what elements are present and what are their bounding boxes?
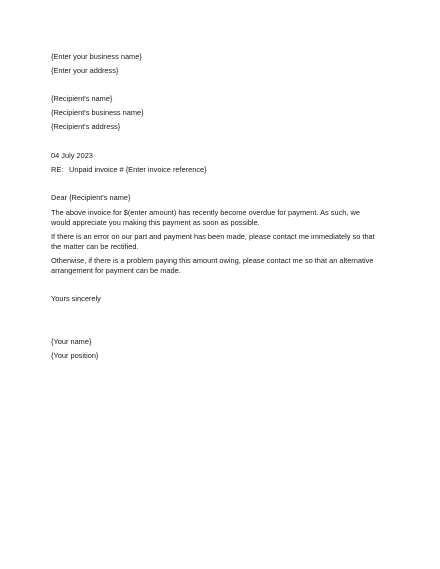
signature-name: {Your name}: [51, 337, 92, 346]
salutation: Dear {Recipient's name}: [51, 193, 131, 202]
body-paragraph-3: Otherwise, if there is a problem paying this amount owing, please contact me so that an alternative arrangement for payment can be made.: [51, 256, 374, 275]
closing: Yours sincerely: [51, 294, 101, 303]
signature-position: {Your position}: [51, 351, 99, 360]
sender-address: {Enter your address}: [51, 66, 119, 75]
body-paragraph-1: The above invoice for $(enter amount) has recently become overdue for payment. As such, we would appreciate you making this payment as soon as possible.: [51, 208, 360, 227]
recipient-business-name: {Recipient's business name}: [51, 108, 144, 117]
body-paragraph-2: If there is an error on our part and payment has been made, please contact me immediately so that the matter can be rectified.: [51, 232, 375, 251]
recipient-address: {Recipient's address}: [51, 122, 121, 131]
re-label: RE:: [51, 165, 64, 174]
sender-business-name: {Enter your business name}: [51, 52, 142, 61]
recipient-name: {Recipient's name}: [51, 94, 113, 103]
letter-date: 04 July 2023: [51, 151, 93, 160]
re-text: Unpaid invoice # {Enter invoice reference}: [69, 165, 207, 174]
re-line: [51, 165, 207, 174]
